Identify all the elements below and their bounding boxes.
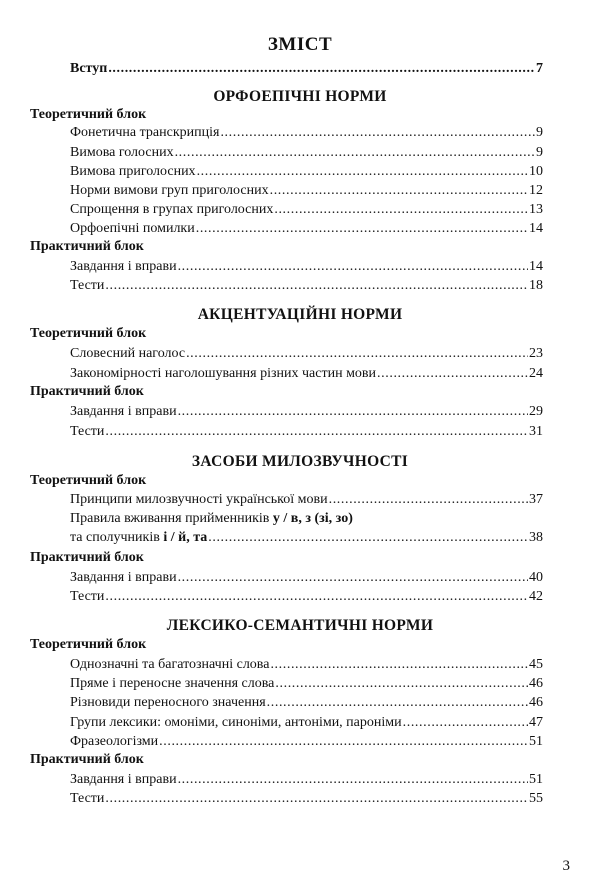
dot-leader [105, 277, 528, 295]
practice-block-title: Практичний блок [30, 239, 144, 254]
theory-block-title: Теоретичний блок [30, 107, 147, 122]
toc-entry-page: 40 [529, 570, 543, 585]
dot-leader [329, 491, 528, 509]
toc-entry-label: Вимова голосних [70, 145, 174, 160]
section-title: АКЦЕНТУАЦІЙНІ НОРМИ [197, 306, 403, 323]
toc-entry[interactable] [70, 277, 543, 295]
toc-entry[interactable] [70, 588, 543, 606]
toc-entry[interactable] [70, 733, 543, 751]
dot-leader [274, 201, 528, 219]
toc-entry-label: Принципи милозвучності української мови [70, 492, 328, 507]
toc-entry[interactable] [70, 365, 543, 383]
page-number: 3 [562, 858, 570, 874]
toc-entry-label: Тести [70, 278, 105, 293]
dot-leader [196, 220, 528, 238]
dot-leader [159, 733, 528, 751]
toc-entry-label: Фонетична транскрипція [70, 125, 220, 140]
toc-entry-page: 51 [529, 734, 543, 749]
toc-entry[interactable] [70, 656, 543, 674]
toc-entry-label [70, 529, 207, 547]
section-title: ЗАСОБИ МИЛОЗВУЧНОСТІ [191, 453, 409, 470]
dot-leader [403, 714, 528, 732]
section-title: ЛЕКСИКО-СЕМАНТИЧНІ НОРМИ [166, 617, 434, 634]
toc-entry-page: 38 [529, 530, 543, 545]
toc-entry-label: Закономірності наголошування різних частин мови [70, 366, 377, 381]
toc-entry-page: 46 [529, 695, 543, 710]
toc-entry-page: 14 [529, 259, 543, 274]
toc-entry[interactable] [70, 423, 543, 441]
toc-entry[interactable] [70, 220, 543, 238]
toc-entry-label: Різновиди переносного значення [70, 695, 266, 710]
toc-entry-label: Групи лексики: омоніми, синоніми, антоніми, пароніми [70, 715, 402, 730]
dot-leader [105, 423, 528, 441]
dot-leader [108, 60, 535, 78]
toc-entry-page: 29 [529, 404, 543, 419]
dot-leader [178, 771, 528, 789]
toc-entry-page: 23 [529, 346, 543, 361]
toc-entry[interactable] [70, 491, 543, 509]
dot-leader [105, 790, 528, 808]
toc-entry-page: 47 [529, 715, 543, 730]
toc-entry[interactable] [70, 345, 543, 363]
toc-entry-label: Словесний наголос [70, 346, 186, 361]
toc-entry[interactable] [70, 790, 543, 808]
dot-leader [105, 588, 528, 606]
toc-entry-label-bold: у / в, з (зі, зо) [272, 511, 353, 526]
toc-entry-label: Орфоепічні помилки [70, 221, 195, 236]
practice-block-title: Практичний блок [30, 384, 144, 399]
toc-entry-page: 14 [529, 221, 543, 236]
toc-entry[interactable] [70, 124, 543, 142]
toc-entry-page: 24 [529, 366, 543, 381]
toc-entry-label-bold: і / й, та [163, 530, 208, 545]
dot-leader [178, 258, 528, 276]
dot-leader [186, 345, 528, 363]
dot-leader [178, 569, 528, 587]
dot-leader [377, 365, 528, 383]
dot-leader [270, 182, 528, 200]
practice-block-title: Практичний блок [30, 752, 144, 767]
toc-entry-page: 10 [529, 164, 543, 179]
toc-entry-label: Однозначні та багатозначні слова [70, 657, 270, 672]
toc-entry-page: 18 [529, 278, 543, 293]
toc-entry[interactable] [70, 771, 543, 789]
dot-leader [208, 529, 528, 547]
toc-entry-page: 37 [529, 492, 543, 507]
toc-entry-label: Завдання і вправи [70, 259, 177, 274]
toc-entry-page: 55 [529, 791, 543, 806]
toc-entry-label: Правила вживання прийменників [70, 511, 273, 526]
toc-entry-intro[interactable] [70, 60, 543, 78]
toc-entry-label: Завдання і вправи [70, 772, 177, 787]
dot-leader [270, 656, 528, 674]
toc-entry-label: Вступ [70, 61, 108, 76]
dot-leader [197, 163, 528, 181]
toc-entry-page: 42 [529, 589, 543, 604]
toc-entry-page: 13 [529, 202, 543, 217]
theory-block-title: Теоретичний блок [30, 473, 147, 488]
toc-entry-label-text: та сполучників [70, 530, 164, 545]
toc-entry-label: Завдання і вправи [70, 570, 177, 585]
toc-entry-rule-line1[interactable] [70, 510, 353, 528]
toc-entry-label: Норми вимови груп приголосних [70, 183, 269, 198]
toc-entry[interactable] [70, 714, 543, 732]
toc-entry-label: Пряме і переносне значення слова [70, 676, 275, 691]
toc-entry[interactable] [70, 675, 543, 693]
toc-entry-page: 51 [529, 772, 543, 787]
dot-leader [175, 144, 535, 162]
toc-entry-page: 7 [536, 61, 543, 76]
toc-entry[interactable] [70, 569, 543, 587]
toc-entry[interactable] [70, 694, 543, 712]
toc-entry[interactable] [70, 182, 543, 200]
toc-entry[interactable] [70, 144, 543, 162]
toc-entry-page: 9 [536, 125, 543, 140]
toc-title: ЗМІСТ [267, 34, 333, 55]
toc-entry-page: 9 [536, 145, 543, 160]
theory-block-title: Теоретичний блок [30, 637, 147, 652]
dot-leader [267, 694, 528, 712]
practice-block-title: Практичний блок [30, 550, 144, 565]
toc-entry-page: 31 [529, 424, 543, 439]
dot-leader [220, 124, 535, 142]
toc-entry-page: 12 [529, 183, 543, 198]
toc-entry-label: Спрощення в групах приголосних [70, 202, 274, 217]
theory-block-title: Теоретичний блок [30, 326, 147, 341]
toc-entry[interactable] [70, 258, 543, 276]
toc-entry-label: Завдання і вправи [70, 404, 177, 419]
toc-entry-label: Тести [70, 791, 105, 806]
toc-entry-page: 46 [529, 676, 543, 691]
toc-entry-label: Тести [70, 424, 105, 439]
dot-leader [178, 403, 528, 421]
toc-entry[interactable] [70, 201, 543, 219]
dot-leader [275, 675, 528, 693]
toc-entry-label: Тести [70, 589, 105, 604]
toc-entry-label: Фразеологізми [70, 734, 159, 749]
section-title: ОРФОЕПІЧНІ НОРМИ [213, 88, 387, 105]
toc-entry-rule-line2[interactable] [70, 529, 543, 547]
toc-entry[interactable] [70, 163, 543, 181]
toc-entry-label: Вимова приголосних [70, 164, 196, 179]
toc-entry[interactable] [70, 403, 543, 421]
toc-entry-page: 45 [529, 657, 543, 672]
